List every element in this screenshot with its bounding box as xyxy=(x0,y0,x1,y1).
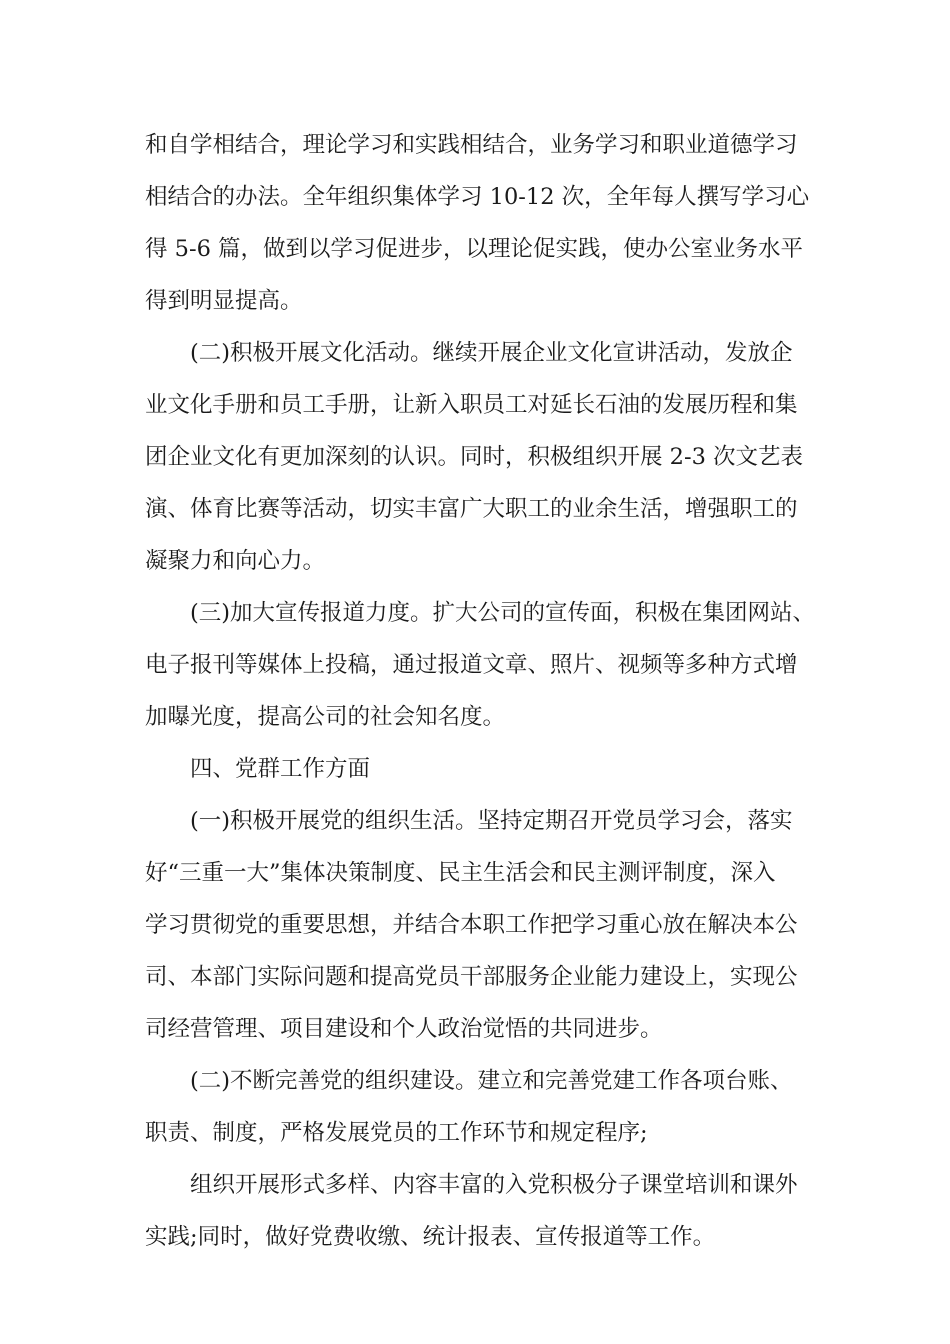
body-line-8: 演、体育比赛等活动，切实丰富广大职工的业余生活，增强职工的 xyxy=(145,496,798,522)
body-line-1: 和自学相结合，理论学习和实践相结合，业务学习和职业道德学习 xyxy=(145,132,798,158)
body-line-4: 得到明显提高。 xyxy=(145,288,303,314)
body-line-11: 电子报刊等媒体上投稿，通过报道文章、照片、视频等多种方式增 xyxy=(145,652,798,678)
section-3-heading-line: (三)加大宣传报道力度。扩大公司的宣传面，积极在集团网站、 xyxy=(190,600,816,626)
body-line-9: 凝聚力和向心力。 xyxy=(145,548,326,574)
body-line-12: 加曝光度，提高公司的社会知名度。 xyxy=(145,704,506,730)
body-line-20: 职责、制度，严格发展党员的工作环节和规定程序; xyxy=(145,1120,648,1146)
body-line-16: 学习贯彻党的重要思想，并结合本职工作把学习重心放在解决本公 xyxy=(145,912,798,938)
body-line-17: 司、本部门实际问题和提高党员干部服务企业能力建设上，实现公 xyxy=(145,964,798,990)
body-line-22: 实践;同时，做好党费收缴、统计报表、宣传报道等工作。 xyxy=(145,1224,716,1250)
body-line-15: 好“三重一大”集体决策制度、民主生活会和民主测评制度，深入 xyxy=(145,860,776,886)
party-section-2-heading-line: (二)不断完善党的组织建设。建立和完善党建工作各项台账、 xyxy=(190,1068,793,1094)
party-work-heading: 四、党群工作方面 xyxy=(190,756,371,782)
body-line-6: 业文化手册和员工手册，让新入职员工对延长石油的发展历程和集 xyxy=(145,392,798,418)
body-line-18: 司经营管理、项目建设和个人政治觉悟的共同进步。 xyxy=(145,1016,663,1042)
party-section-1-heading-line: (一)积极开展党的组织生活。坚持定期召开党员学习会，落实 xyxy=(190,808,793,834)
body-line-7: 团企业文化有更加深刻的认识。同时，积极组织开展 2-3 次文艺表 xyxy=(145,444,804,470)
section-2-heading-line: (二)积极开展文化活动。继续开展企业文化宣讲活动，发放企 xyxy=(190,340,793,366)
body-line-3: 得 5-6 篇，做到以学习促进步，以理论促实践，使办公室业务水平 xyxy=(145,236,804,262)
body-line-21: 组织开展形式多样、内容丰富的入党积极分子课堂培训和课外 xyxy=(190,1172,798,1198)
document-body xyxy=(145,119,815,1263)
body-line-2: 相结合的办法。全年组织集体学习 10-12 次，全年每人撰写学习心 xyxy=(145,184,810,210)
